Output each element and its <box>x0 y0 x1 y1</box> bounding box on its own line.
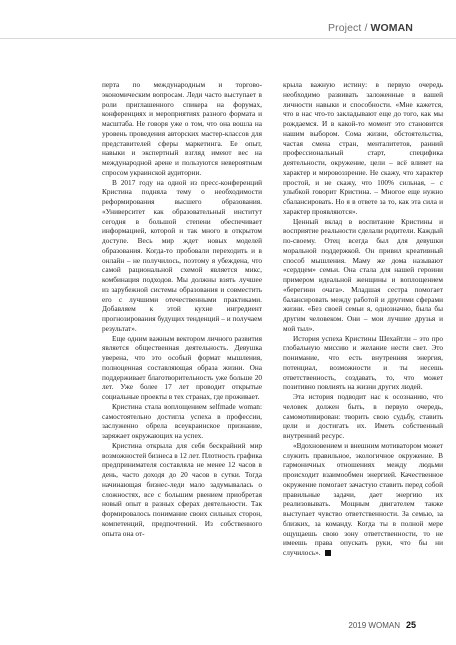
paragraph: Эта история подводит нас к осознанию, что человек должен быть, в первую очередь, самомотивирован: творить свою судьбу, ставить цели и достигать их. Иметь собственный внутренний ресурс. <box>283 392 443 440</box>
header-separator: / <box>361 22 371 34</box>
right-column <box>283 80 443 558</box>
paragraph: Еще одним важным вектором личного развития является общественная деятельность. Девушка уверена, что это особый формат мышления, полноценная составляющая образа жизни. Она поддерживает благотворительность уже больше 20 лет. Уже более 17 лет проводит открытые социальные проекты в тех странах, где проживает. <box>102 333 262 401</box>
paragraph: В 2017 году на одной из пресс-конференций Кристина подняла тему о необходимости реформирования высшего образования. «Университет как образовательный институт сегодня в большой степени обеспечивает информацией, которой и так много в открытом доступе. Весь мир ждет новых моделей образования. Когда-то пробовали переходить и в онлайн – не получилось, поэтому я убеждена, что самой рациональной схемой является микс, комбинация подходов. Мы должны взять лучшее из зарубежной системы образования и совместить его с лучшими отечественными практиками. Добавляем к этой кухне ингредиент прогнозирования будущих тенденций – и получаем результат». <box>102 177 262 333</box>
paragraph: Кристина стала воплощением selfmade woman: самостоятельно достигла успеха в профессии, заслуженно обрела всеукраинское признание, заряжает окружающих на успех. <box>102 401 262 440</box>
header-rule <box>0 38 456 39</box>
paragraph: Кристина открыла для себя бескрайний мир возможностей бизнеса в 12 лет. Плотность графика предпринимателя составляла не менее 12 часов в день, часто доходя до 20 часов в сутки. Тогда начинающая бизнес-леди мало задумывалась о сложностях, все с большим рвением приобретая новый опыт в разных сферах деятельности. Так формировалось понимание своих сильных сторон, компетенций, предпочтений. Из собственного опыта она от- <box>102 440 263 538</box>
paragraph-text: «Вдохновением и внешним мотиватором может служить правильное, экологичное окружение. В гармоничных отношениях между людьми происходит взаимообмен энергией. Качественное окружение помогает зачастую ставить перед собой правильные задачи, дает энергию их реализовывать. Мощным двигателем также выступает чувство ответственности. За семью, за близких, за команду. Когда ты в полной мере ощущаешь свою зону ответственности, то не имеешь права опускать руки, что бы ни случилось». <box>283 440 443 557</box>
paragraph-last <box>283 441 443 558</box>
left-column <box>102 80 262 538</box>
paragraph: перта по международным и торгово-экономическим вопросам. Леди часто выступает в роли приглашенного спикера на форумах, конференциях и мероприятиях разного формата и масштаба. Не говоря уже о том, что она вошла на уровень проведения авторских мастер-классов для представителей сферы маркетинга. Ее опыт, навыки и экспертный взгляд имеют вес на международной арене и пользуются невероятным спросом украинской аудитории. <box>102 80 262 177</box>
end-of-article-icon <box>325 550 331 556</box>
paragraph: История успеха Кристины Шехайтли – это про глобальную миссию и желание нести свет. Это понимание, что есть внутренняя энергия, потенциал, возможности и ты несешь ответственность, создавать, то, что может позитивно повлиять на жизни других людей. <box>283 333 443 392</box>
paragraph: крыла важную истину: в первую очередь необходимо развивать заложенные в вашей личности навыки и способности. «Мне кажется, что в нас что-то закладывают еще до того, как мы рождаемся. И в какой-то момент это становится нашим выбором. Сома жизни, обстоятельства, частая смена стран, менталитетов, ранний профессиональный старт, специфика деятельности, окружение, цели – всё влияет на характер и мировоззрение. Не скажу, что характер простой, и не скажу, что 100% сильная, – с улыбкой говорит Кристина. – Многое еще нужно сбалансировать. Но я в ответе за то, как эта сила и характер проявляются». <box>283 80 443 216</box>
page-header <box>328 22 413 34</box>
page-footer <box>348 620 416 630</box>
footer-title: 2019 WOMAN <box>348 621 400 630</box>
magazine-name: WOMAN <box>370 22 413 34</box>
paragraph: Ценный вклад в воспитание Кристины и восприятие реальности сделали родители. Каждый по-своему. Отец всегда был для девушки моральной поддержкой. Он привил креативный способ мышления. Маму же дома называют «сердцем» семьи. Она стала для нашей героини примером идеальной женщины и воплощением «берегини очага». Младшая сестра помогает балансировать между работой и другими сферами жизни. «Без своей семьи я, однозначно, была бы другим человеком. Они – мои лучшие друзья и мой тыл». <box>283 216 443 333</box>
page-number: 25 <box>405 620 416 630</box>
section-name: Project <box>328 22 362 34</box>
